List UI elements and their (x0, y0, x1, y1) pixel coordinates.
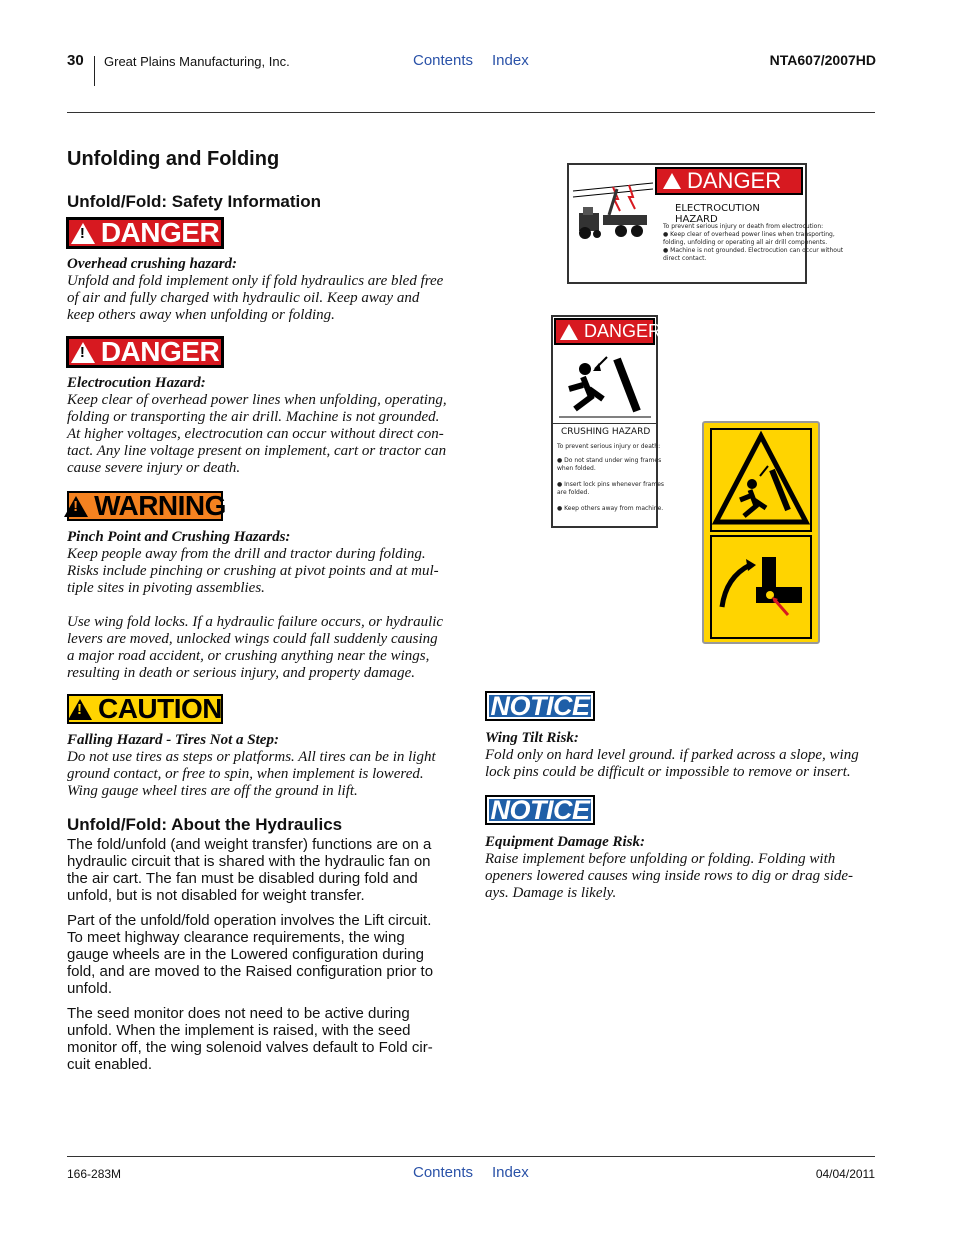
caution-title: Falling Hazard - Tires Not a Step: (67, 732, 279, 748)
text-line: ground contact, or free to spin, when implement is lowered. (67, 766, 424, 782)
text-line: the air cart. The fan must be disabled during fold and (67, 870, 418, 887)
footer-rule (67, 1156, 875, 1157)
warning-triangle-icon (663, 173, 681, 189)
decal-danger-header (655, 167, 803, 195)
text-line: fold, and are moved to the Raised configuration prior to (67, 963, 434, 980)
text-line: are folded. (557, 489, 590, 496)
text-line: At higher voltages, electrocution can occur without direct con- (67, 426, 444, 442)
decal-header-label: DANGER (687, 168, 782, 193)
text-line: Wing gauge wheel tires are off the ground in lift. (67, 783, 358, 799)
electrocution-decal (567, 163, 844, 284)
text-line: Raise implement before unfolding or folding. Folding with (485, 851, 836, 867)
danger-badge (67, 337, 223, 367)
text-line: monitor off, the wing solenoid valves default to Fold cir- (67, 1039, 433, 1056)
pictorial-panel-top (710, 428, 812, 532)
text-line: To prevent serious injury or death from electrocution: (663, 223, 824, 230)
notice2-title: Equipment Damage Risk: (485, 834, 646, 850)
text-line: cause severe injury or death. (67, 460, 241, 476)
warning-triangle-icon (71, 342, 95, 363)
text-line: cuit enabled. (67, 1056, 153, 1073)
text-line: direct contact. (663, 255, 707, 262)
text-line: ● Insert lock pins whenever frames (557, 481, 665, 488)
decal-divider (553, 423, 656, 424)
company-name: Great Plains Manufacturing, Inc. (104, 54, 290, 69)
notice-badge-label: NOTICE (490, 690, 590, 721)
text-line: unfold. (67, 980, 113, 997)
text-line: ● Do not stand under wing frames (557, 457, 662, 464)
warning-badge-label: WARNING (94, 490, 226, 521)
spacer (67, 597, 467, 614)
notice1-title: Wing Tilt Risk: (485, 730, 579, 746)
hydraulics-paragraph-2 (67, 912, 467, 997)
model-number: NTA607/2007HD (769, 52, 876, 68)
crushing-hazard-icon (712, 430, 810, 530)
text-line: folding, unfolding or operating all air drill components. (663, 239, 828, 246)
decal-danger-header (554, 318, 662, 345)
header-rule (67, 112, 875, 113)
warning-triangle-icon (64, 496, 88, 517)
text-line: resulting in death or serious injury, and property damage. (67, 665, 416, 681)
warning-text (67, 529, 467, 682)
warning-badge (67, 490, 226, 521)
text-line: keep others away when unfolding or folding. (67, 307, 335, 323)
danger-badge (67, 218, 223, 248)
notice-badge (485, 691, 595, 721)
pictorial-decal (702, 421, 820, 644)
text-line: Use wing fold locks. If a hydraulic failure occurs, or hydraulic (67, 614, 444, 630)
text-line: unfold. When the implement is raised, with the seed (67, 1022, 411, 1039)
text-line: Keep people away from the drill and tractor during folding. (67, 546, 426, 562)
footer-index-link[interactable]: Index (492, 1164, 529, 1181)
section-title: Unfolding and Folding (67, 148, 280, 170)
crushing-decal (551, 315, 665, 528)
text-line: levers are moved, unlocked wings could fall suddenly causing (67, 631, 438, 647)
text-line: To prevent serious injury or death: (557, 443, 661, 450)
document-code: 166-283M (67, 1167, 122, 1181)
text-line: ● Machine is not grounded. Electrocution can occur without (663, 247, 844, 254)
decal-text (557, 443, 664, 513)
text-line: openers lowered causes wing inside rows to dig or drag side- (485, 868, 854, 884)
text-line: unfold, but is not disabled for weight transfer. (67, 887, 365, 904)
text-line: a major road accident, or crushing anything near the wings, (67, 648, 430, 664)
footer-contents-link[interactable]: Contents (413, 1164, 474, 1181)
lock-pin-icon (712, 537, 810, 637)
danger2-text (67, 375, 467, 477)
decal-title: CRUSHING HAZARD (561, 427, 651, 437)
danger-badge-label: DANGER (100, 336, 220, 367)
crushing-person-icon (559, 349, 651, 421)
text-line: tiple sites in pivoting assemblies. (67, 580, 265, 596)
caution-badge-label: CAUTION (97, 693, 223, 724)
warning-triangle-icon (71, 223, 95, 244)
hydraulics-heading: Unfold/Fold: About the Hydraulics (67, 815, 343, 834)
decal-title: ELECTROCUTION HAZARD (675, 203, 760, 225)
text-line: folding or transporting the air drill. Machine is not grounded. (67, 409, 440, 425)
text-line: tact. Any line voltage present on implement, cart or tractor can (67, 443, 447, 459)
text-line: ays. Damage is likely. (485, 885, 617, 901)
text-line: ● Keep clear of overhead power lines when transporting, (663, 231, 835, 238)
header-contents-link[interactable]: Contents (413, 52, 474, 69)
text-line: of air and fully charged with hydraulic oil. Keep away and (67, 290, 420, 306)
text-line: ● Keep others away from machine. (557, 505, 664, 512)
danger2-title: Electrocution Hazard: (67, 375, 206, 391)
caution-badge (67, 694, 223, 724)
caution-text (67, 732, 467, 800)
text-line: when folded. (557, 465, 596, 472)
document-date: 04/04/2011 (815, 1167, 875, 1181)
decal-header-label: DANGER (584, 321, 662, 341)
text-line: The seed monitor does not need to be active during (67, 1005, 410, 1022)
text-line: hydraulic circuit that is shared with the hydraulic fan on (67, 853, 431, 870)
warning-triangle-icon (560, 324, 578, 340)
text-line: Unfold and fold implement only if fold hydraulics are bled free (67, 273, 444, 289)
warning-triangle-icon (68, 699, 92, 720)
pictorial-panel-bottom (710, 535, 812, 639)
text-line: Part of the unfold/fold operation involves the Lift circuit. (67, 912, 432, 929)
danger1-text (67, 256, 467, 324)
hydraulics-paragraph-1 (67, 836, 467, 904)
warning-title: Pinch Point and Crushing Hazards: (67, 529, 291, 545)
notice2-text (485, 834, 885, 902)
danger1-title: Overhead crushing hazard: (67, 256, 238, 272)
text-line: lock pins could be difficult or impossible to remove or insert. (485, 764, 851, 780)
danger-badge-label: DANGER (100, 217, 220, 248)
safety-heading: Unfold/Fold: Safety Information (67, 192, 322, 211)
notice-badge-label: NOTICE (490, 794, 590, 825)
text-line: Fold only on hard level ground. if parked across a slope, wing (485, 747, 859, 763)
page-number: 30 (67, 52, 84, 69)
text-line: Do not use tires as steps or platforms. All tires can be in light (67, 749, 436, 765)
text-line: Keep clear of overhead power lines when unfolding, operating, (67, 392, 447, 408)
decal-text (663, 223, 843, 263)
header-index-link[interactable]: Index (492, 52, 529, 69)
text-line: gauge wheels are in the Lowered configuration during (67, 946, 424, 963)
text-line: The fold/unfold (and weight transfer) functions are on a (67, 836, 432, 853)
text-line: To meet highway clearance requirements, the wing (67, 929, 405, 946)
tractor-powerline-icon (573, 177, 653, 247)
hydraulics-paragraph-3 (67, 1005, 467, 1073)
notice1-text (485, 730, 885, 781)
text-line: Risks include pinching or crushing at pivot points and at mul- (67, 563, 439, 579)
header-divider (94, 56, 95, 86)
notice-badge (485, 795, 595, 825)
